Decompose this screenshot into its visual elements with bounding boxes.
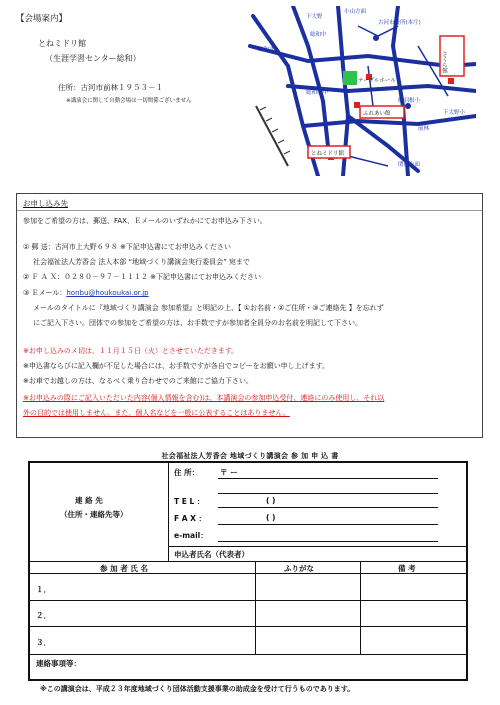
info-email-link[interactable]: honbu@houkoukai.or.jp — [66, 289, 149, 297]
info-privacy-1: ※お申込みの際にご記入いただいた内容(個人情報を含む)は、本講演会の参加申込受付、連絡にのみ使用し、それ以 — [23, 394, 385, 402]
info-note-1: ※申込書ならびに記入欄が不足した場合には、お手数ですが各自でコピーをお願い申し上げます。 — [23, 362, 330, 370]
map-label-13: 関宿方面 — [398, 162, 421, 168]
col-participant-name: 参 加 者 氏 名 — [100, 564, 148, 573]
table-hall-marker — [343, 71, 357, 85]
info-deadline: ※お申し込みのメ切は、１１月１５日（火）とさせていただきます。 — [23, 347, 239, 355]
map-label-2: 小山方面 — [344, 9, 367, 15]
info-email — [23, 288, 149, 298]
info-title: お申し込み先 — [23, 199, 68, 208]
map-label-8: 前林 — [418, 126, 430, 132]
map-label-5: テーブルホール — [358, 78, 396, 84]
tel-label[interactable]: T E L ： — [174, 497, 205, 506]
map-label-4: 総和中 — [310, 32, 327, 38]
venue-subtitle: （生涯学習センター総和） — [45, 54, 141, 63]
form-title: 社会福祉法人芳香会 地域づくり講演会 参 加 申 込 書 — [161, 452, 339, 460]
postal-mark: 〒 ー — [220, 468, 238, 477]
col-remarks: 備 考 — [398, 564, 416, 573]
map-label-11: さくら館 — [441, 51, 447, 73]
map-label-12: 駒羽根小 — [398, 98, 421, 104]
info-divider — [17, 210, 482, 211]
contact-sublabel: （住所・連絡先等） — [60, 510, 128, 519]
fax-label[interactable]: F A X ： — [174, 514, 207, 523]
participant-row-1[interactable]: １． — [36, 585, 51, 594]
map-label-6: 下大野小 — [443, 110, 466, 116]
info-email-label: ③ Ｅメール： — [23, 289, 67, 297]
participant-row-3[interactable]: ３． — [36, 638, 51, 647]
info-note-2: ※お車でお越しの方は、なるべく乗り合わせでのご来館にご協力下さい。 — [23, 377, 253, 385]
col-furigana: ふりがな — [284, 564, 314, 573]
contact-label: 連 絡 先 — [75, 496, 103, 505]
venue-name: とねミドリ館 — [38, 39, 86, 48]
info-privacy-2: 外の目的では使用しません。また、個人名などを一般に公表することはありません。 — [23, 409, 290, 417]
venue-heading: 【会場案内】 — [16, 14, 68, 24]
email-label[interactable]: e-mail： — [174, 531, 208, 540]
map-label-7: 総和南中 — [306, 90, 329, 96]
map-drawing — [248, 6, 476, 176]
contact-notes-label[interactable]: 連絡事項等： — [36, 659, 81, 668]
address-label: 住 所： — [174, 468, 200, 477]
info-mail: ① 郵 送：古河市上大野６９８ ※下記申込書にてお申込みください — [23, 243, 231, 251]
map-label-3: 古河市役所(本庁) — [378, 20, 421, 26]
info-email-detail-1: メールのタイトルに『地域づくり講演会 参加希望』と明記の上、【 ①お名前・②ご住所・③ご連絡先 】を忘れず — [33, 304, 384, 312]
map-label-1: 下大野 — [306, 14, 323, 20]
venue-note: ※講演会に関して自動会場は一切関係ございません — [66, 98, 192, 104]
info-email-detail-2: にご記入下さい。団体での参加をご希望の方は、お手数ですが参加者全員分のお名前を明記して下さい。 — [33, 319, 362, 327]
application-form — [28, 461, 468, 681]
participant-row-2[interactable]: ２． — [36, 611, 51, 620]
venue-map — [248, 6, 476, 176]
fax-area: ( ) — [266, 513, 276, 522]
application-info-box — [16, 193, 483, 438]
info-fax: ② Ｆ Ａ Ｘ：０２８０－９７－１１１２ ※下記申込書にてお申込みください — [23, 273, 262, 281]
tel-area: ( ) — [266, 496, 276, 505]
form-footer-note: ※この講演会は、平成２３年度地域づくり団体活動支援事業の助成金を受けて行うものであります。 — [40, 685, 355, 693]
info-intro: 参加をご希望の方は、郵送、FAX、Ｅメールのいずれかにてお申込み下さい。 — [23, 217, 267, 225]
venue-address: 住所：古河市前林１９５３－１ — [58, 83, 163, 92]
info-mail-dest: 社会福祉法人芳香会 法人本部 “地域づくり講演会実行委員会” 宛まで — [33, 258, 250, 266]
applicant-label[interactable]: 申込者氏名（代表者） — [174, 550, 249, 559]
map-label-9: ふれあい館 — [363, 111, 391, 117]
map-label-14: 総和北 — [258, 47, 275, 53]
map-label-10: とねミドリ館 — [311, 151, 345, 157]
